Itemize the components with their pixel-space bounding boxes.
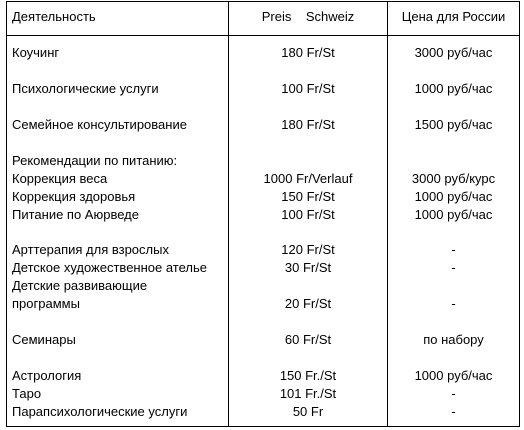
row-price-ru: - (451, 404, 456, 419)
row-price-ru: - (451, 242, 456, 257)
row-activity: программы (12, 296, 80, 311)
row-price-ch: 60 Fr/St (284, 332, 332, 347)
row-price-ch: 150 Fr./St (279, 368, 337, 383)
header-separator (6, 35, 520, 36)
row-price-ru: 1500 руб/час (414, 117, 493, 132)
row-price-ru: 1000 руб/час (414, 189, 493, 204)
row-price-ru: 1000 руб/час (414, 207, 493, 222)
row-activity: Детское художественное ателье (12, 260, 207, 275)
row-price-ru: 1000 руб/час (414, 81, 493, 96)
row-activity: Арттерапия для взрослых (12, 242, 169, 257)
row-activity: Питание по Аюрведе (12, 207, 139, 222)
row-activity: Семейное консультирование (12, 117, 187, 132)
row-price-ru: - (451, 296, 456, 311)
row-activity: Рекомендации по питанию: (12, 153, 178, 168)
row-price-ch: 150 Fr/St (281, 189, 335, 204)
row-activity: Детские развивающие (12, 278, 148, 293)
row-price-ch: 180 Fr/St (281, 45, 335, 60)
header-price-switzerland: Preis Schweiz (261, 9, 355, 24)
price-table (6, 1, 520, 427)
row-price-ch: 100 Fr/St (281, 207, 335, 222)
row-price-ru: - (451, 260, 456, 275)
row-price-ru: по набору (423, 332, 484, 347)
row-price-ch: 100 Fr/St (281, 81, 335, 96)
table-border-left (6, 1, 7, 427)
row-activity: Коррекция веса (12, 171, 108, 186)
row-price-ch: 50 Fr (292, 404, 324, 419)
header-price-russia: Цена для России (401, 9, 506, 24)
row-price-ru: - (451, 386, 456, 401)
row-activity: Коррекция здоровья (12, 189, 136, 204)
row-price-ch: 30 Fr/St (284, 260, 332, 275)
row-activity: Коучинг (12, 45, 60, 60)
row-activity: Психологические услуги (12, 81, 159, 96)
header-activity: Деятельность (12, 9, 96, 24)
row-price-ch: 1000 Fr/Verlauf (263, 171, 353, 186)
row-price-ru: 1000 руб/час (414, 368, 493, 383)
row-price-ch: 20 Fr/St (284, 296, 332, 311)
row-activity: Парапсихологические услуги (12, 404, 188, 419)
row-price-ru: 3000 руб/час (414, 45, 493, 60)
row-activity: Семинары (12, 332, 76, 347)
row-activity: Астрология (12, 368, 82, 383)
row-activity: Таро (12, 386, 42, 401)
table-border-bottom (6, 426, 520, 427)
row-price-ch: 120 Fr/St (281, 242, 335, 257)
row-price-ru: 3000 руб/курс (411, 171, 496, 186)
row-price-ch: 101 Fr./St (279, 386, 337, 401)
table-border-top (6, 1, 520, 2)
row-price-ch: 180 Fr/St (281, 117, 335, 132)
